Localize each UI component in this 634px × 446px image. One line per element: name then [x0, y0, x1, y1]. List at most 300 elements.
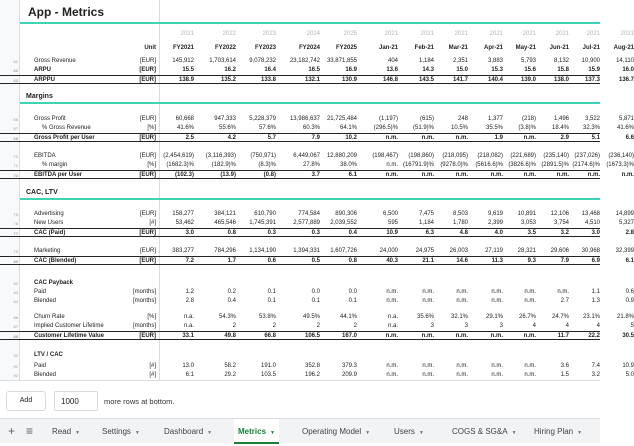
cell-value: (2891.5)% [541, 162, 569, 168]
cell-value: n.m. [456, 298, 468, 304]
cell-value: 4.2 [227, 135, 236, 141]
cell-value: 138.9 [178, 77, 194, 83]
tab-label: Read [52, 427, 72, 436]
row-label: Implied Customer Lifetime [34, 323, 104, 329]
cell-value: 35.6% [416, 314, 434, 320]
cell-value: 60,668 [175, 116, 194, 122]
row-label: Gross Revenue [34, 58, 76, 64]
tab-label: Metrics [238, 427, 267, 436]
cell-value: 7.9 [560, 258, 569, 264]
add-rows-button[interactable]: Add [6, 391, 46, 411]
row-number: 66 [13, 117, 18, 122]
row-label: CAC (Paid) [34, 230, 66, 236]
tab-metrics[interactable] [234, 419, 279, 444]
cell-value: (750,971) [250, 153, 276, 159]
row-label: Blended [34, 372, 57, 378]
cell-value: n.a. [183, 323, 194, 329]
cell-value: 53,462 [175, 220, 194, 226]
cell-value: n.m. [523, 135, 536, 141]
year-label: 2024 [306, 31, 320, 37]
table-row-arpu[interactable] [0, 66, 634, 75]
cell-value: 5.7 [267, 135, 276, 141]
cell-value: 14.6 [456, 258, 468, 264]
cell-value: 1,394,331 [293, 248, 320, 254]
cell-value: 21.8% [616, 314, 634, 320]
table-row-ltv-cac-hdr[interactable] [0, 351, 600, 360]
cell-value: 13.6 [386, 67, 398, 73]
chevron-down-icon[interactable]: ▼ [418, 430, 424, 436]
cell-value: 465,546 [214, 220, 236, 226]
cell-value: (3.8)% [518, 125, 536, 131]
row-number: 62 [13, 68, 18, 73]
column-header: Jul-21 [582, 45, 600, 51]
row-number: 82 [13, 281, 18, 286]
row-unit: [#] [149, 363, 156, 369]
row-number: 84 [13, 299, 18, 304]
row-label: Marketing [34, 248, 61, 254]
cell-value: 1.7 [227, 258, 236, 264]
tab-dashboard[interactable] [160, 419, 216, 444]
cell-value: 24.7% [551, 314, 569, 320]
cell-value: 15.0 [456, 67, 468, 73]
row-label: Customer Lifetime Value [34, 333, 105, 339]
cell-value: 7.4 [591, 363, 600, 369]
row-number: 67 [13, 126, 18, 131]
cell-value: 130.9 [341, 77, 357, 83]
cell-value: 352.8 [304, 363, 320, 369]
year-label: 2025 [343, 31, 357, 37]
cell-value: 10.2 [345, 135, 357, 141]
cell-value: 8,132 [553, 58, 569, 64]
cell-value: 133.8 [260, 77, 276, 83]
tab-cogs-sg-a[interactable] [448, 419, 521, 444]
cell-value: (1,197) [378, 116, 398, 122]
column-header: FY2022 [214, 45, 236, 51]
cell-value: 58.2 [224, 363, 236, 369]
cell-value: 2 [316, 323, 320, 329]
cell-value: 38.0% [339, 162, 357, 168]
cell-value: (218,082) [477, 153, 503, 159]
row-unit: [EUR] [139, 230, 156, 236]
cell-value: 1,745,391 [249, 220, 276, 226]
cell-value: 16.0 [622, 67, 634, 73]
cell-value: (51.9)% [412, 125, 434, 131]
cell-value: 29,606 [550, 248, 569, 254]
row-unit: [EUR] [139, 77, 156, 83]
cell-value: 35.5% [485, 125, 503, 131]
cell-value: 11.7 [557, 333, 569, 339]
row-unit: [%] [147, 162, 156, 168]
cell-value: 27.8% [302, 162, 320, 168]
cell-value: 3,053 [520, 220, 536, 226]
cell-value: 10.9 [622, 363, 634, 369]
column-header: Apr-21 [483, 45, 503, 51]
row-number: 70 [13, 154, 18, 159]
cell-value: n.m. [422, 363, 434, 369]
chevron-down-icon[interactable]: ▼ [511, 430, 517, 436]
table-row-ebitda-user[interactable] [0, 170, 634, 179]
cell-value: n.a. [387, 314, 398, 320]
cell-value: 66.8 [264, 333, 276, 339]
row-unit: [EUR] [139, 135, 156, 141]
row-unit: [%] [147, 125, 156, 131]
cell-value: 137.3 [584, 77, 600, 83]
cell-value: 22.2 [588, 333, 600, 339]
column-header: Aug-21 [613, 45, 634, 51]
cell-value: 10,900 [581, 58, 600, 64]
table-row-gross-pct[interactable] [0, 124, 634, 133]
cell-value: (1673.3)% [606, 162, 634, 168]
cell-value: n.m. [386, 298, 398, 304]
cell-value: 11.3 [491, 258, 503, 264]
table-row-marketing[interactable] [0, 247, 634, 256]
section-cac-ltv [20, 186, 600, 200]
cell-value: 0.3 [311, 230, 320, 236]
cell-value: 13.0 [182, 363, 194, 369]
cell-value: 21.1 [422, 258, 434, 264]
cell-value: 26,003 [449, 248, 468, 254]
cell-value: 23,182,742 [289, 58, 320, 64]
cell-value: 890,306 [335, 211, 357, 217]
cell-value: 4.8 [459, 230, 468, 236]
cell-value: 2.8 [625, 230, 634, 236]
section-margins [20, 90, 600, 104]
table-row-churn[interactable] [0, 313, 634, 322]
row-unit: [EUR] [139, 116, 156, 122]
cell-value: 14,899 [615, 211, 634, 217]
cell-value: n.m. [421, 172, 434, 178]
cell-value: 2 [353, 323, 357, 329]
cell-value: 3.0 [185, 230, 194, 236]
cell-value: 3.2 [560, 230, 569, 236]
chevron-down-icon[interactable]: ▼ [365, 430, 371, 436]
cell-value: 1,134,190 [249, 248, 276, 254]
cell-value: 0.8 [348, 258, 357, 264]
sheet-tab-bar [0, 418, 600, 443]
column-header: FY2023 [254, 45, 276, 51]
cell-value: 3,883 [487, 58, 503, 64]
cell-value: n.m. [422, 372, 434, 378]
cell-value: (9278.0)% [440, 162, 468, 168]
tab-settings[interactable] [98, 419, 144, 444]
cell-value: 0.1 [267, 289, 276, 295]
cell-value: 0.1 [311, 298, 320, 304]
tab-label: Users [394, 427, 415, 436]
column-header-row [0, 44, 634, 53]
row-number: 90 [13, 353, 18, 358]
tab-hiring-plan[interactable] [530, 419, 586, 444]
cell-value: 6.1 [348, 172, 357, 178]
cell-value: n.m. [421, 135, 434, 141]
cell-value: 1,184 [418, 58, 434, 64]
cell-value: 1,184 [418, 220, 434, 226]
row-label: CAC Payback [34, 280, 74, 286]
cell-value: 209.9 [341, 372, 357, 378]
cell-value: n.m. [385, 333, 398, 339]
cell-value: 595 [387, 220, 398, 226]
cell-value: 0.3 [267, 230, 276, 236]
cell-value: n.m. [524, 289, 536, 295]
row-label: Paid [34, 363, 47, 369]
row-number: 88 [13, 334, 18, 339]
cell-value: 3.5 [527, 230, 536, 236]
cell-value: 947,333 [214, 116, 236, 122]
cell-value: 1,607,726 [330, 248, 357, 254]
cell-value: 5,327 [618, 220, 634, 226]
row-unit: [EUR] [139, 258, 156, 264]
cell-value: 132.1 [304, 77, 320, 83]
more-rows-label: more rows at bottom. [104, 397, 175, 406]
cell-value: (3,116,393) [205, 153, 236, 159]
cell-value: 6.9 [591, 258, 600, 264]
cell-value: 138.0 [553, 77, 569, 83]
cell-value: 139.0 [520, 77, 536, 83]
cell-value: 3,754 [553, 220, 569, 226]
cell-value: 6,449,067 [293, 153, 320, 159]
row-label: ARPPU [34, 77, 56, 83]
table-row-ebitda-margin[interactable] [0, 161, 634, 170]
table-row-gross-profit[interactable] [0, 115, 634, 124]
cell-value: 18.4% [551, 125, 569, 131]
cell-value: 28,321 [517, 248, 536, 254]
cell-value: 4 [596, 323, 600, 329]
cell-value: 6.1 [185, 372, 194, 378]
cell-value: 2.8 [185, 298, 194, 304]
tab-label: COGS & SG&A [452, 427, 508, 436]
year-label: 2021 [489, 31, 503, 37]
row-label: EBITDA [34, 153, 56, 159]
cell-value: 16.5 [308, 67, 320, 73]
cell-value: 32.1% [450, 314, 468, 320]
table-row-new-users[interactable] [0, 219, 634, 228]
section-title: CAC, LTV [26, 189, 58, 196]
cell-value: 44.1% [339, 314, 357, 320]
cell-value: 10.9 [386, 230, 398, 236]
cell-value: n.m. [456, 363, 468, 369]
section-title: Margins [26, 93, 53, 100]
table-row-clv[interactable] [0, 331, 634, 340]
chevron-down-icon[interactable]: ▼ [270, 430, 275, 436]
row-number: 63 [13, 78, 18, 83]
table-row-gross-revenue[interactable] [0, 57, 634, 66]
cell-value: 10,891 [517, 211, 536, 217]
cell-value: 5.1 [591, 135, 600, 141]
cell-value: 7.9 [311, 135, 320, 141]
cell-value: 9.3 [527, 258, 536, 264]
cell-value: 2,039,552 [330, 220, 357, 226]
chevron-down-icon[interactable]: ▼ [134, 430, 140, 436]
cell-value: 16.2 [224, 67, 236, 73]
cell-value: 0.6 [267, 258, 276, 264]
cell-value: 3 [464, 323, 468, 329]
cell-value: (16791.9)% [402, 162, 434, 168]
add-sheet-icon[interactable]: + [8, 424, 16, 438]
cell-value: n.m. [587, 172, 600, 178]
cell-value: 4,510 [584, 220, 600, 226]
cell-value: 29.1% [485, 314, 503, 320]
table-row-cac-blended[interactable] [0, 256, 634, 265]
cell-value: 0.4 [227, 298, 236, 304]
column-header: Jan-21 [378, 45, 398, 51]
cell-value: 103.5 [260, 372, 276, 378]
row-number: 72 [13, 173, 18, 178]
cell-value: n.m. [422, 289, 434, 295]
row-number: 80 [13, 259, 18, 264]
table-row-payback-paid[interactable] [0, 288, 634, 297]
cell-value: n.m. [386, 162, 398, 168]
tab-operating-model[interactable] [298, 419, 374, 444]
all-sheets-menu-icon[interactable]: ≡ [26, 424, 34, 438]
cell-value: 5,793 [520, 58, 536, 64]
cell-value: n.m. [491, 372, 503, 378]
cell-value: 14.3 [422, 67, 434, 73]
row-label: Gross Profit [34, 116, 66, 122]
cell-value: 64.1% [339, 125, 357, 131]
column-header: FY2021 [172, 45, 194, 51]
cell-value: 0.0 [348, 289, 357, 295]
cell-value: 23.1% [582, 314, 600, 320]
cell-value: n.m. [421, 333, 434, 339]
row-unit: [%] [147, 314, 156, 320]
row-unit: [EUR] [139, 153, 156, 159]
year-label: 2022 [222, 31, 236, 37]
column-header: Mar-21 [448, 45, 468, 51]
row-unit: [months] [132, 289, 156, 295]
cell-value: 12,106 [550, 211, 569, 217]
cell-value: 55.6% [218, 125, 236, 131]
row-number: 91 [13, 364, 18, 369]
row-label: % margin [42, 162, 68, 168]
column-header: May-21 [515, 45, 536, 51]
row-label: % Gross Revenue [42, 125, 91, 131]
cell-value: 30.5 [622, 333, 634, 339]
row-label: EBITDA per User [34, 172, 83, 178]
cell-value: n.a. [183, 314, 194, 320]
cell-value: 2.5 [185, 135, 194, 141]
cell-value: 57.6% [258, 125, 276, 131]
cell-value: 6,500 [382, 211, 398, 217]
cell-value: 106.5 [304, 333, 320, 339]
cell-value: 774,584 [298, 211, 320, 217]
table-row-arppu[interactable] [0, 75, 634, 84]
cell-value: 0.6 [625, 289, 634, 295]
row-number: 92 [13, 373, 18, 378]
year-label-row [0, 30, 634, 39]
cell-value: n.m. [524, 372, 536, 378]
cell-value: 5 [630, 323, 634, 329]
cell-value: 784,296 [214, 248, 236, 254]
cell-value: 5,871 [618, 116, 634, 122]
tab-label: Dashboard [164, 427, 204, 436]
tab-users[interactable] [390, 419, 428, 444]
cell-value: 41.6% [176, 125, 194, 131]
chevron-down-icon[interactable]: ▼ [577, 430, 583, 436]
cell-value: 143.5 [418, 77, 434, 83]
cell-value: 33,871,855 [326, 58, 357, 64]
cell-value: 167.0 [341, 333, 357, 339]
cell-value: 2,351 [452, 58, 468, 64]
cell-value: 32.3% [582, 125, 600, 131]
cell-value: n.m. [523, 333, 536, 339]
cell-value: 15.9 [588, 67, 600, 73]
cell-value: (2174.6)% [572, 162, 600, 168]
year-label: 2023 [262, 31, 276, 37]
chevron-down-icon[interactable]: ▼ [75, 430, 81, 436]
cell-value: 0.1 [348, 298, 357, 304]
year-label: 2021 [555, 31, 569, 37]
cell-value: 2.7 [560, 298, 569, 304]
year-label: 2021 [420, 31, 434, 37]
cell-value: n.m. [557, 289, 569, 295]
cell-value: 4 [565, 323, 569, 329]
cell-value: 15.3 [491, 67, 503, 73]
chevron-down-icon[interactable]: ▼ [207, 430, 213, 436]
table-row-advertising[interactable] [0, 210, 634, 219]
row-number: 86 [13, 315, 18, 320]
column-header: Jun-21 [549, 45, 569, 51]
cell-value: (198,860) [408, 153, 434, 159]
row-unit: [EUR] [139, 172, 156, 178]
column-header: FY2024 [298, 45, 320, 51]
cell-value: n.m. [490, 172, 503, 178]
cell-value: n.m. [455, 333, 468, 339]
cell-value: 53.8% [258, 314, 276, 320]
title-underline [20, 22, 600, 24]
cell-value: (13.9) [220, 172, 236, 178]
cell-value: n.a. [387, 323, 398, 329]
cell-value: 24,000 [379, 248, 398, 254]
cell-value: 13,468 [581, 211, 600, 217]
cell-value: n.m. [524, 363, 536, 369]
year-label: 2021 [586, 31, 600, 37]
row-number: 87 [13, 324, 18, 329]
add-rows-bar [0, 380, 600, 418]
row-unit: [EUR] [139, 58, 156, 64]
column-header: Feb-21 [414, 45, 434, 51]
cell-value: 33.1 [182, 333, 194, 339]
cell-value: (218) [521, 116, 536, 122]
tab-read[interactable] [48, 419, 84, 444]
table-row-payback-blended[interactable] [0, 297, 634, 306]
cell-value: 15.8 [557, 67, 569, 73]
cell-value: 14,110 [616, 58, 634, 64]
cell-value: 3,522 [584, 116, 600, 122]
cell-value: 1.9 [494, 135, 503, 141]
cell-value: n.m. [385, 135, 398, 141]
cell-value: 10.5% [450, 125, 468, 131]
cell-value: 1.5 [560, 372, 569, 378]
table-row-ltv-paid[interactable] [0, 362, 634, 371]
row-number: 83 [13, 290, 18, 295]
cell-value: 13,986,637 [289, 116, 320, 122]
table-row-gp-user[interactable] [0, 133, 634, 142]
cell-value: (0.8) [263, 172, 276, 178]
table-row-cac-paid[interactable] [0, 228, 634, 237]
cell-value: 191.0 [260, 363, 276, 369]
table-row-cac-payback-hdr[interactable] [0, 279, 600, 288]
cell-value: 379.3 [341, 363, 357, 369]
cell-value: 384,121 [214, 211, 236, 217]
cell-value: n.m. [386, 372, 398, 378]
table-row-ebitda[interactable] [0, 152, 634, 161]
cell-value: 141.7 [452, 77, 468, 83]
table-row-ltv-blended[interactable] [0, 371, 634, 380]
cell-value: 60.3% [302, 125, 320, 131]
cell-value: (8.3)% [258, 162, 276, 168]
cell-value: (236,140) [608, 153, 634, 159]
table-row-lifetime[interactable] [0, 322, 634, 331]
rows-count-input[interactable] [54, 391, 98, 411]
